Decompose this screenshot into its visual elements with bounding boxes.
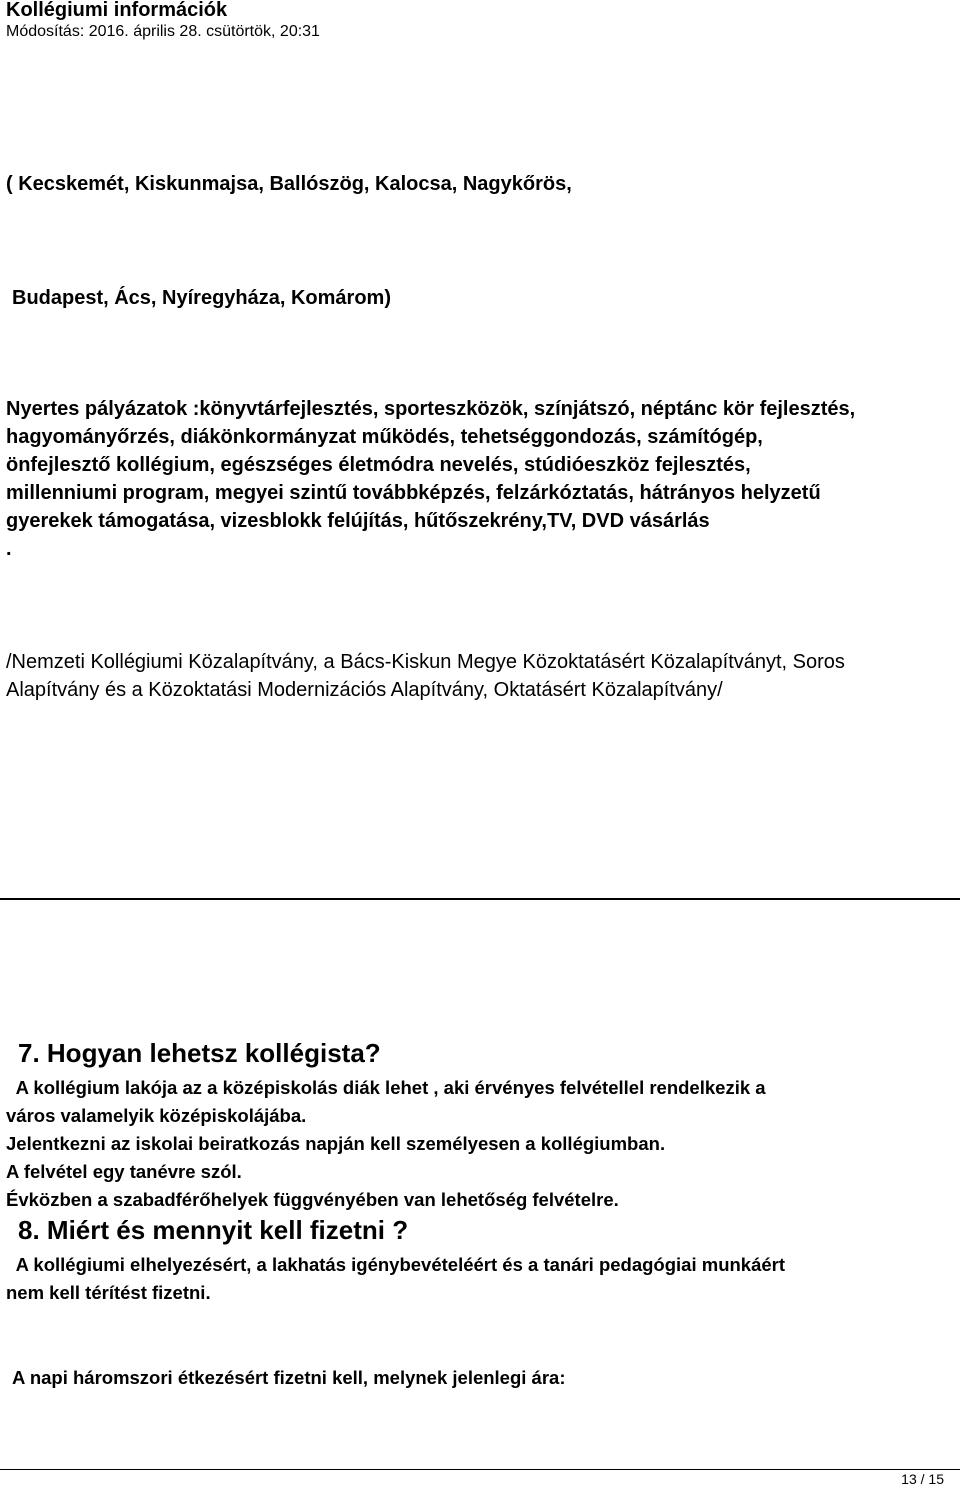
section-8-line: nem kell térítést fizetni. (6, 1282, 211, 1303)
section-7-line: Jelentkezni az iskolai beiratkozás napján kell személyesen a kollégiumban. (6, 1133, 666, 1154)
section-8-line: A kollégiumi elhelyezésért, a lakhatás igénybevételéért és a tanári pedagógiai munkáért (6, 1254, 786, 1275)
tenders-line: . (6, 538, 12, 560)
section-divider (0, 898, 960, 900)
locations-line-2: Budapest, Ács, Nyíregyháza, Komárom) (12, 287, 391, 309)
foundations-paragraph (6, 648, 845, 704)
section-7-body (6, 1074, 766, 1214)
section-7-line: A kollégium lakója az a középiskolás diák lehet , aki érvényes felvétellel rendelkezik a (6, 1077, 766, 1098)
locations-line-1: ( Kecskemét, Kiskunmajsa, Ballószög, Kalocsa, Nagykőrös, (6, 173, 572, 195)
section-7-line: A felvétel egy tanévre szól. (6, 1161, 242, 1182)
section-8-heading: 8. Miért és mennyit kell fizetni ? (18, 1215, 409, 1245)
footer-divider (0, 1469, 960, 1470)
document-title: Kollégiumi információk (6, 0, 228, 21)
tenders-line: önfejlesztő kollégium, egészséges életmódra nevelés, stúdióeszköz fejlesztés, (6, 454, 751, 476)
section-7-line: város valamelyik középiskolájába. (6, 1105, 307, 1126)
tenders-line: millenniumi program, megyei szintű továbbképzés, felzárkóztatás, hátrányos helyzetű (6, 482, 821, 504)
meals-price-line: A napi háromszori étkezésért fizetni kell, melynek jelenlegi ára: (12, 1367, 566, 1388)
tenders-line: Nyertes pályázatok :könyvtárfejlesztés, sporteszközök, színjátszó, néptánc kör fejlesztés, (6, 398, 856, 420)
foundations-line: /Nemzeti Kollégiumi Közalapítvány, a Bács-Kiskun Megye Közoktatásért Közalapítványt, Soros (6, 651, 845, 673)
foundations-line: Alapítvány és a Közoktatási Modernizációs Alapítvány, Oktatásért Közalapítvány/ (6, 679, 723, 701)
modified-date: Módosítás: 2016. április 28. csütörtök, 20:31 (6, 23, 320, 40)
section-7-heading: 7. Hogyan lehetsz kollégista? (18, 1038, 381, 1068)
page-number: 13 / 15 (901, 1471, 944, 1487)
section-7-line: Évközben a szabadférőhelyek függvényében van lehetőség felvételre. (6, 1189, 619, 1210)
section-8-body (6, 1251, 785, 1307)
tenders-paragraph (6, 395, 855, 563)
tenders-line: gyerekek támogatása, vizesblokk felújítás, hűtőszekrény,TV, DVD vásárlás (6, 510, 710, 532)
tenders-line: hagyományőrzés, diákönkormányzat működés, tehetséggondozás, számítógép, (6, 426, 763, 448)
